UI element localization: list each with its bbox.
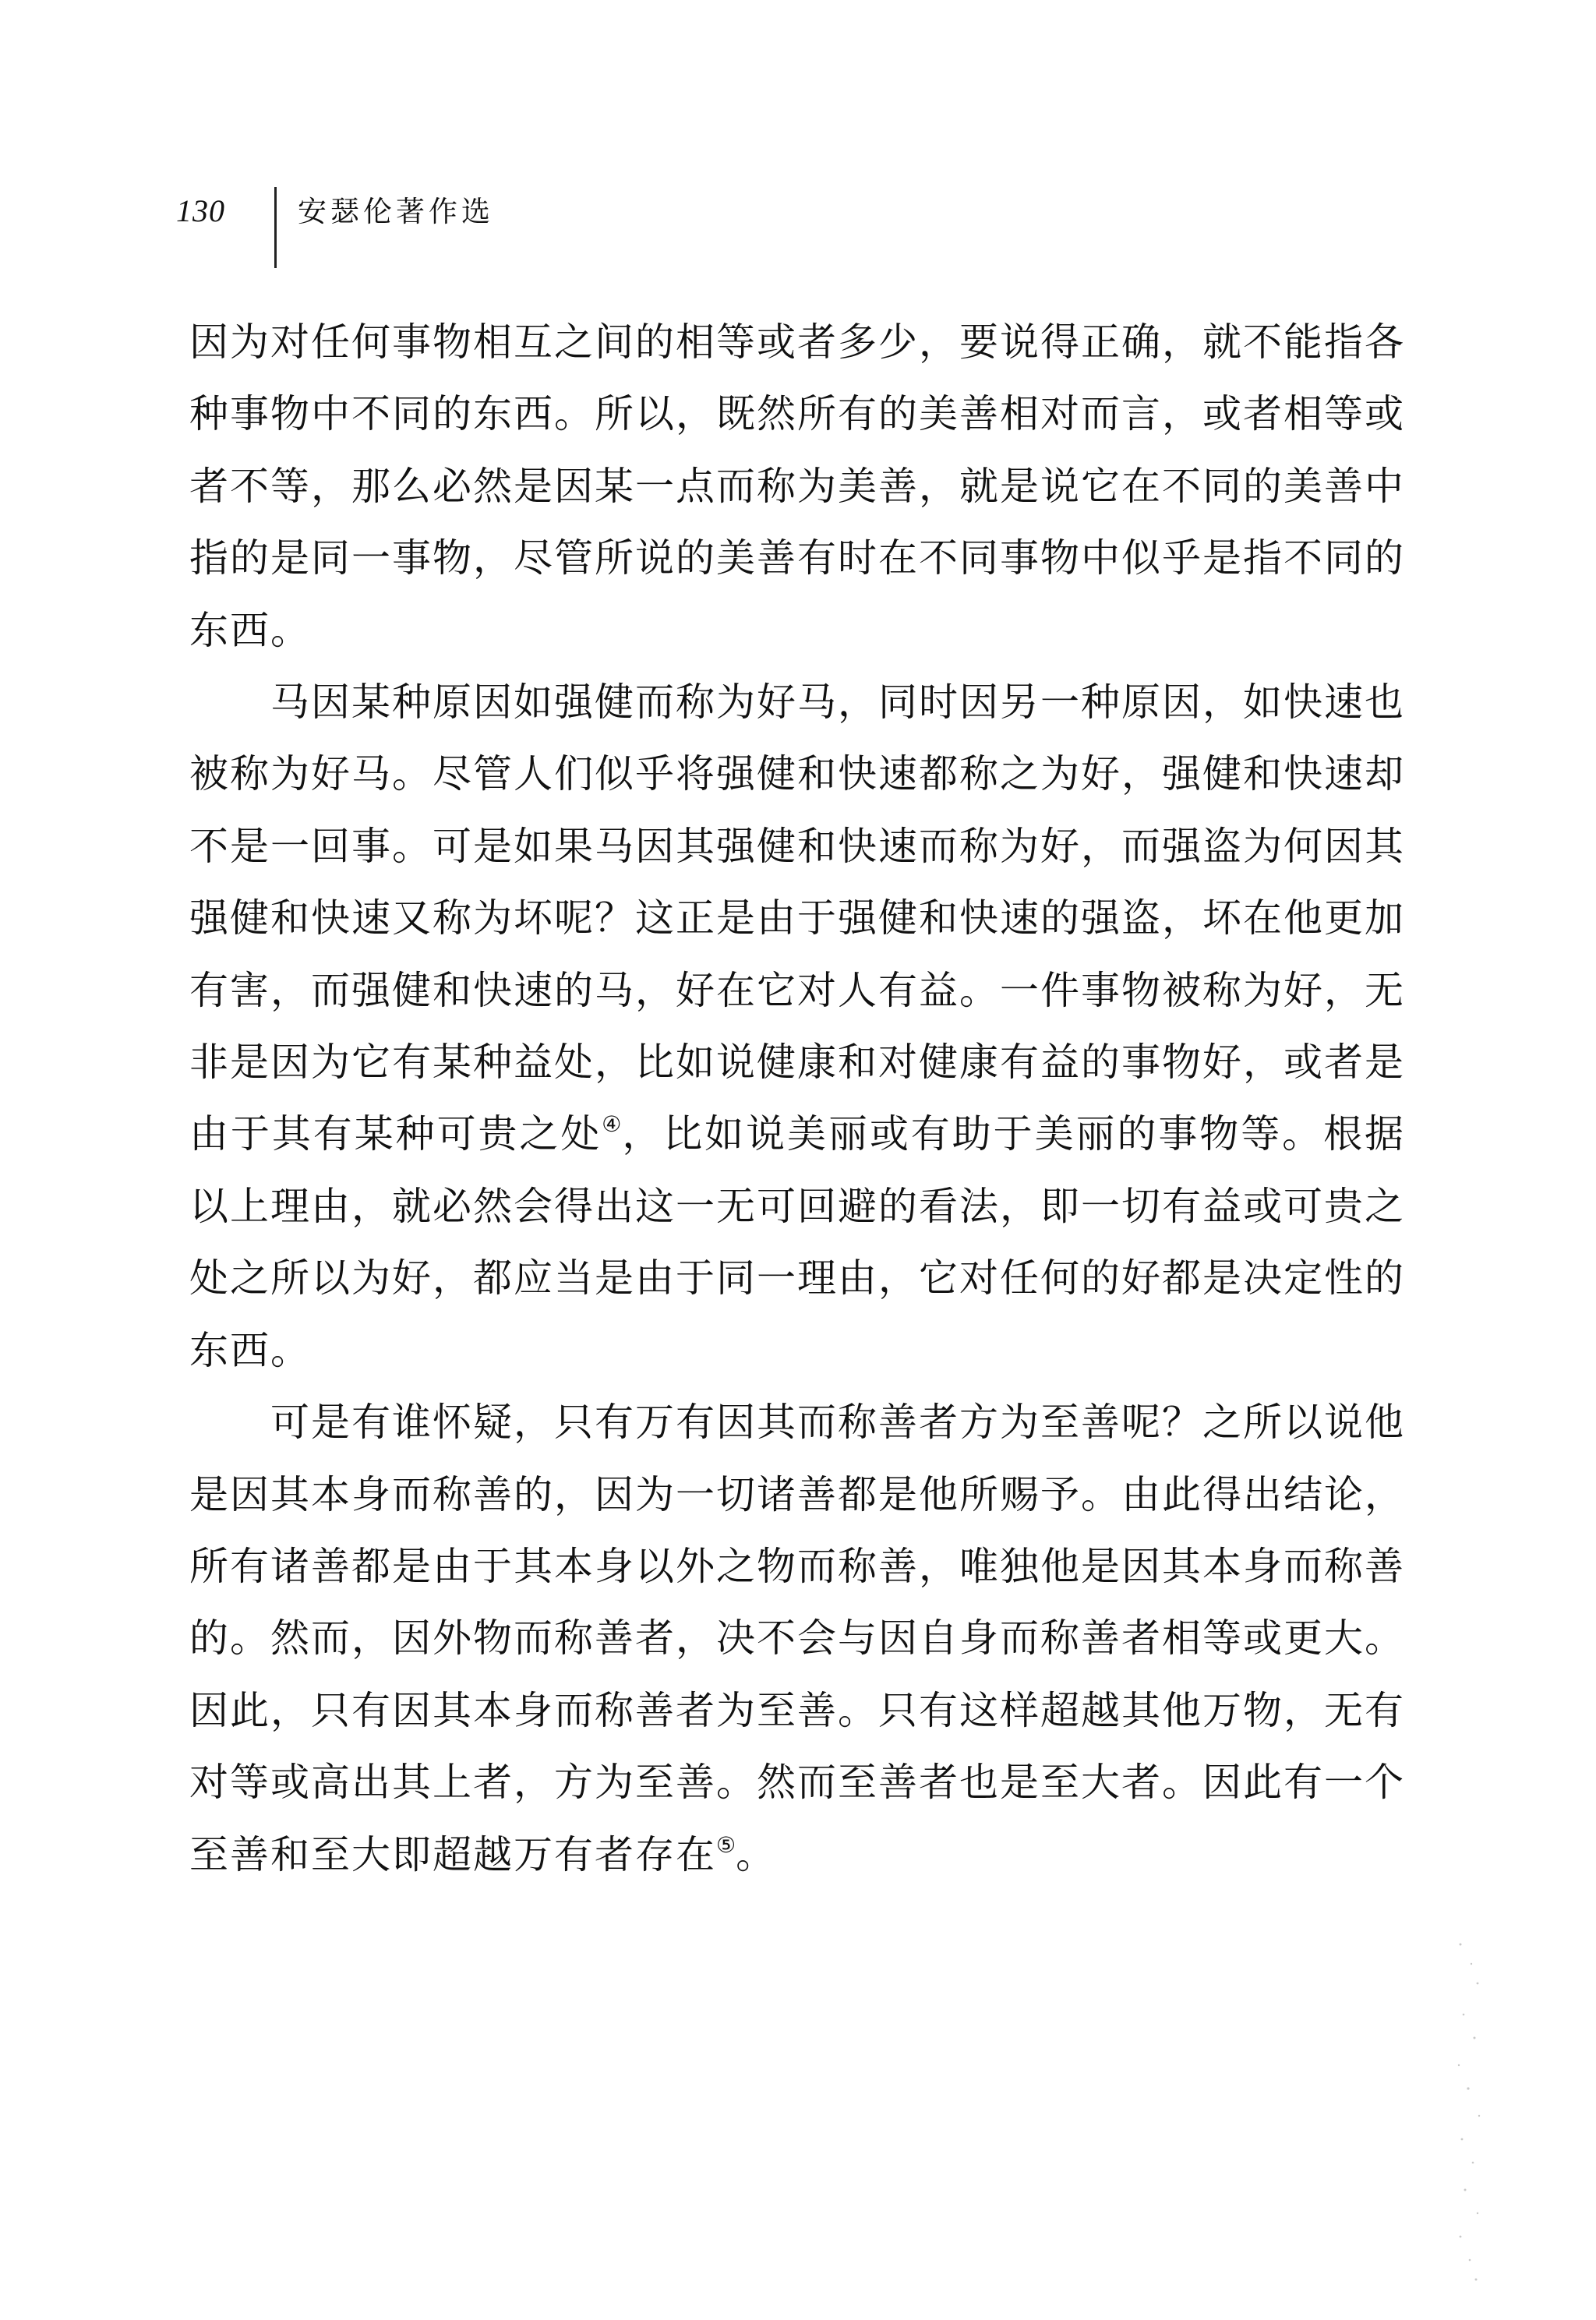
scan-speckles [1454,1929,1485,2287]
footnote-marker-4[interactable]: ④ [602,1111,623,1138]
paragraph-3-text-continued: 。 [736,1831,777,1877]
page-number: 130 [176,193,225,228]
paragraph-2 [189,666,1405,1386]
paragraph-1: 因为对任何事物相互之间的相等或者多少，要说得正确，就不能指各种事物中不同的东西。所以，既然所有的美善相对而言，或者相等或者不等，那么必然是因某一点而称为美善，就是说它在不同的美善中指的是同一事物，尽管所说的美善有时在不同事物中似乎是指不同的东西。 [189,320,1405,653]
paragraph-2-text: 马因某种原因如强健而称为好马，同时因另一种原因，如快速也被称为好马。尽管人们似乎将强健和快速都称之为好，强健和快速却不是一回事。可是如果马因其强健和快速而称为好，而强盗为何因其强健和快速又称为坏呢？这正是由于强健和快速的强盗，坏在他更加有害，而强健和快速的马，好在它对人有益。一件事物被称为好，无非是因为它有某种益处，比如说健康和对健康有益的事物好，或者是由于其有某种可贵之处 [189,680,1405,1157]
paragraph-3 [189,1386,1405,1891]
paragraph-3-text: 可是有谁怀疑，只有万有因其而称善者方为至善呢？之所以说他是因其本身而称善的，因为一切诸善都是他所赐予。由此得出结论，所有诸善都是由于其本身以外之物而称善，唯独他是因其本身而称善的。然而，因外物而称善者，决不会与因自身而称善者相等或更大。因此，只有因其本身而称善者为至善。只有这样超越其他万物，无有对等或高出其上者，方为至善。然而至善者也是至大者。因此有一个至善和至大即超越万有者存在 [189,1400,1405,1877]
running-title: 安瑟伦著作选 [298,195,494,228]
paragraph-2-text-continued: ，比如说美丽或有助于美丽的事物等。根据以上理由，就必然会得出这一无可回避的看法，即一切有益或可贵之处之所以为好，都应当是由于同一理由，它对任何的好都是决定性的东西。 [189,1111,1406,1373]
body-text [189,306,1405,1891]
footnote-marker-5[interactable]: ⑤ [716,1831,736,1858]
header-divider [274,187,277,268]
